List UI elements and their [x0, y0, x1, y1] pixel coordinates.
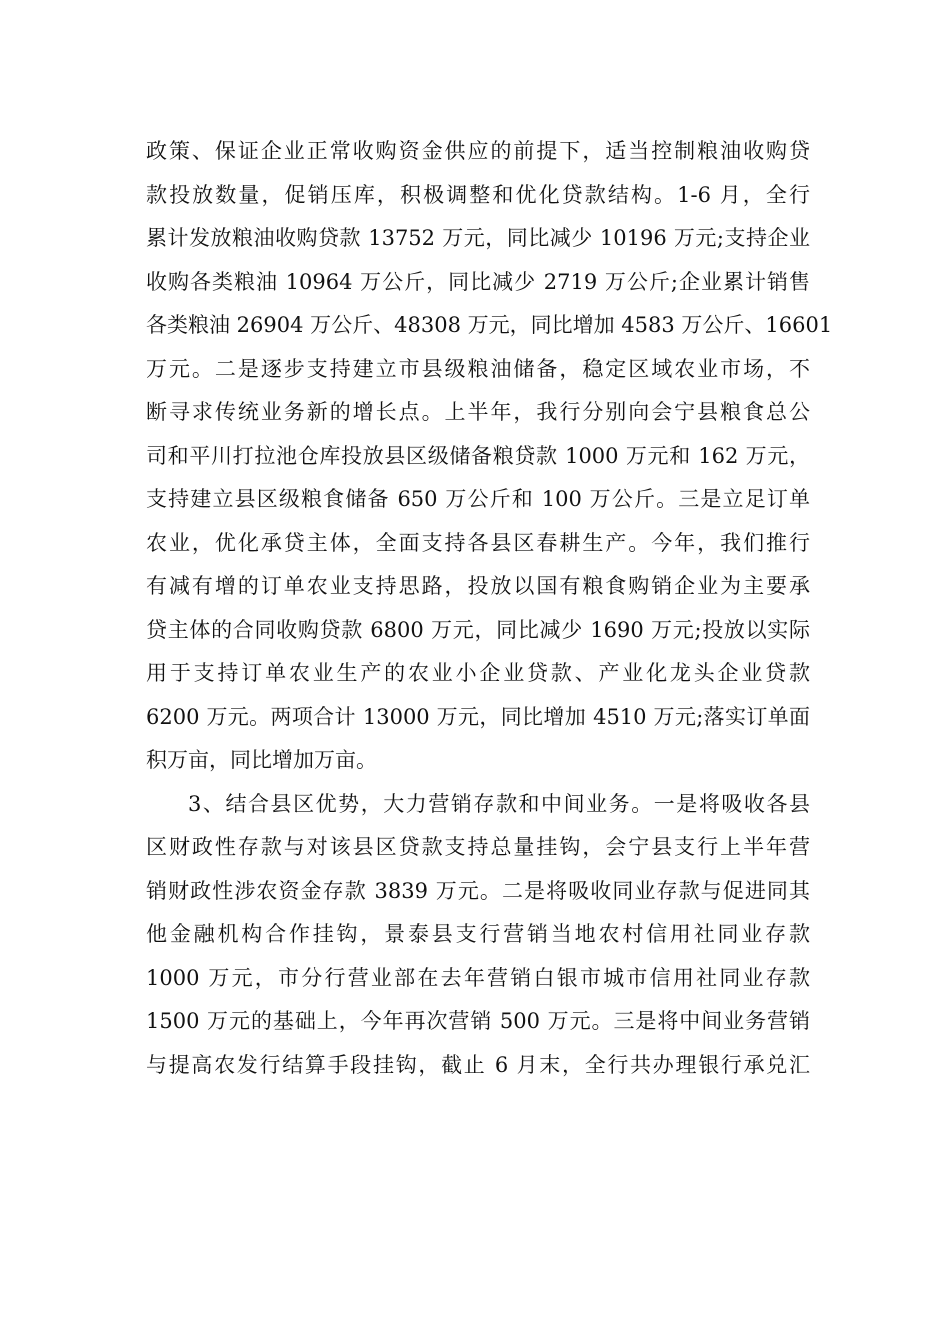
- text-line-14: 6200 万元。两项合计 13000 万元，同比增加 4510 万元;落实订单面: [146, 704, 811, 729]
- text-line-8: 司和平川打拉池仓库投放县区级储备粮贷款 1000 万元和 162 万元，: [146, 443, 810, 468]
- text-line-11: 有减有增的订单农业支持思路，投放以国有粮食购销企业为主要承: [146, 574, 810, 598]
- text-line-7: 断寻求传统业务新的增长点。上半年，我行分别向会宁县粮食总公: [146, 400, 810, 424]
- text-line-22: 与提高农发行结算手段挂钩，截止 6 月末，全行共办理银行承兑汇: [146, 1052, 810, 1077]
- text-line-1: 政策、保证企业正常收购资金供应的前提下，适当控制粮油收购贷: [146, 139, 810, 163]
- text-line-16: 3、结合县区优势，大力营销存款和中间业务。一是将吸收各县: [188, 791, 810, 816]
- text-line-20: 1000 万元，市分行营业部在去年营销白银市城市信用社同业存款: [146, 965, 810, 990]
- text-line-4: 收购各类粮油 10964 万公斤，同比减少 2719 万公斤;企业累计销售: [146, 269, 810, 294]
- text-line-19: 他金融机构合作挂钩，景泰县支行营销当地农村信用社同业存款: [146, 922, 810, 946]
- text-line-10: 农业，优化承贷主体，全面支持各县区春耕生产。今年，我们推行: [146, 530, 810, 555]
- text-line-13: 用于支持订单农业生产的农业小企业贷款、产业化龙头企业贷款: [146, 661, 810, 685]
- text-line-18: 销财政性涉农资金存款 3839 万元。二是将吸收同业存款与促进同其: [146, 878, 810, 903]
- document-body: [146, 130, 833, 1087]
- text-line-17: 区财政性存款与对该县区贷款支持总量挂钩，会宁县支行上半年营: [146, 835, 810, 859]
- text-line-9: 支持建立县区级粮食储备 650 万公斤和 100 万公斤。三是立足订单: [146, 487, 810, 511]
- text-line-3: 累计发放粮油收购贷款 13752 万元，同比减少 10196 万元;支持企业: [146, 226, 810, 250]
- text-line-21: 1500 万元的基础上，今年再次营销 500 万元。三是将中间业务营销: [146, 1009, 810, 1033]
- text-line-15: 积万亩，同比增加万亩。: [146, 748, 377, 772]
- text-line-2: 款投放数量，促销压库，积极调整和优化贷款结构。1-6 月，全行: [146, 182, 810, 207]
- text-line-6: 万元。二是逐步支持建立市县级粮油储备，稳定区域农业市场，不: [146, 356, 810, 381]
- text-line-5: 各类粮油 26904 万公斤、48308 万元，同比增加 4583 万公斤、16601: [146, 313, 833, 337]
- text-line-12: 贷主体的合同收购贷款 6800 万元，同比减少 1690 万元;投放以实际: [146, 617, 810, 642]
